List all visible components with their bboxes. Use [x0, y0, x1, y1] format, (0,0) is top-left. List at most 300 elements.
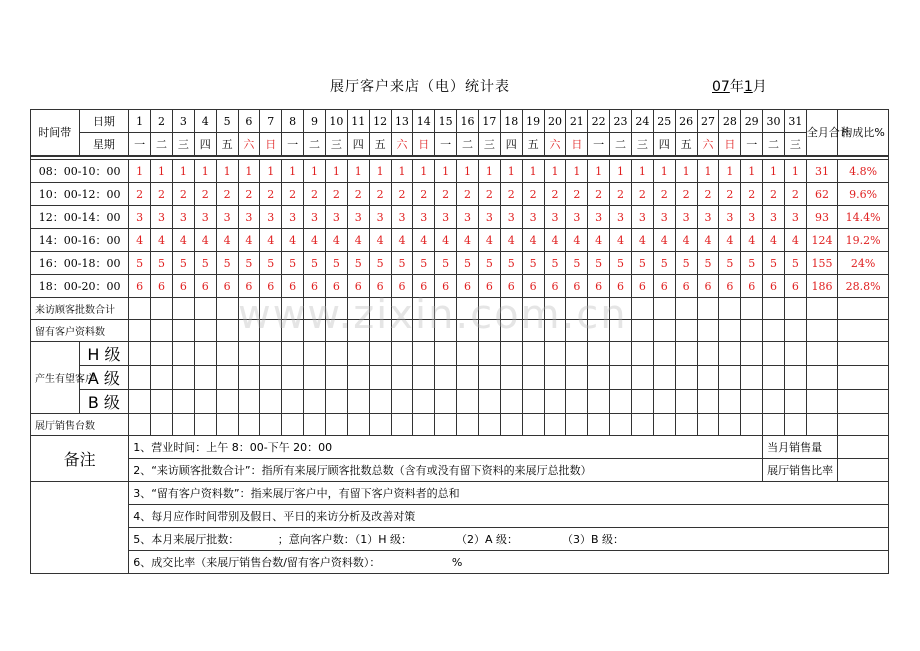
visit-count-cell: 3: [653, 206, 675, 229]
weekday: 日: [719, 133, 741, 156]
blank-cell[interactable]: [719, 342, 741, 366]
blank-cell[interactable]: [588, 414, 610, 436]
time-slot-label: 12：00-14：00: [31, 206, 129, 229]
visit-count-cell: 5: [369, 252, 391, 275]
blank-cell[interactable]: [347, 298, 369, 320]
day-number: 13: [391, 110, 413, 133]
blank-cell[interactable]: [500, 342, 522, 366]
blank-cell[interactable]: [325, 366, 347, 390]
visit-count-cell: 3: [151, 206, 173, 229]
blank-cell[interactable]: [435, 298, 457, 320]
blank-cell[interactable]: [391, 414, 413, 436]
visit-count-cell: 6: [763, 275, 785, 298]
blank-ratio-cell[interactable]: [838, 342, 889, 366]
blank-cell[interactable]: [719, 298, 741, 320]
blank-cell[interactable]: [435, 342, 457, 366]
blank-total-cell[interactable]: [806, 390, 837, 414]
blank-cell[interactable]: [347, 320, 369, 342]
blank-ratio-cell[interactable]: [838, 390, 889, 414]
blank-cell[interactable]: [763, 366, 785, 390]
visit-count-cell: 6: [435, 275, 457, 298]
weekday: 三: [784, 133, 806, 156]
blank-cell[interactable]: [478, 414, 500, 436]
blank-cell[interactable]: [653, 320, 675, 342]
blank-cell[interactable]: [544, 298, 566, 320]
blank-cell[interactable]: [369, 342, 391, 366]
blank-cell[interactable]: [413, 320, 435, 342]
blank-cell[interactable]: [151, 342, 173, 366]
blank-cell[interactable]: [325, 390, 347, 414]
blank-cell[interactable]: [588, 320, 610, 342]
visit-count-cell: 6: [784, 275, 806, 298]
blank-cell[interactable]: [522, 342, 544, 366]
visit-count-cell: 2: [588, 183, 610, 206]
blank-cell[interactable]: [741, 298, 763, 320]
blank-cell[interactable]: [238, 320, 260, 342]
visit-count-cell: 6: [741, 275, 763, 298]
blank-cell[interactable]: [610, 298, 632, 320]
visit-count-cell: 4: [631, 229, 653, 252]
blank-cell[interactable]: [151, 320, 173, 342]
blank-cell[interactable]: [741, 390, 763, 414]
visit-count-cell: 2: [500, 183, 522, 206]
blank-cell[interactable]: [238, 298, 260, 320]
slot-ratio: 24%: [838, 252, 889, 275]
blank-cell[interactable]: [282, 320, 304, 342]
blank-cell[interactable]: [675, 414, 697, 436]
visit-count-cell: 4: [369, 229, 391, 252]
blank-cell[interactable]: [697, 414, 719, 436]
visit-count-cell: 3: [741, 206, 763, 229]
blank-cell[interactable]: [457, 366, 479, 390]
blank-cell[interactable]: [653, 390, 675, 414]
blank-cell[interactable]: [478, 342, 500, 366]
blank-cell[interactable]: [238, 414, 260, 436]
blank-cell[interactable]: [522, 320, 544, 342]
sales-ratio-value[interactable]: [838, 459, 889, 482]
visit-count-cell: 5: [325, 252, 347, 275]
blank-cell[interactable]: [216, 298, 238, 320]
blank-cell[interactable]: [697, 366, 719, 390]
blank-cell[interactable]: [763, 342, 785, 366]
blank-ratio-cell[interactable]: [838, 298, 889, 320]
blank-cell[interactable]: [675, 320, 697, 342]
blank-cell[interactable]: [675, 390, 697, 414]
visit-count-cell: 6: [172, 275, 194, 298]
blank-cell[interactable]: [631, 414, 653, 436]
blank-cell[interactable]: [653, 366, 675, 390]
blank-cell[interactable]: [544, 366, 566, 390]
blank-cell[interactable]: [653, 342, 675, 366]
slot-month-total: 124: [806, 229, 837, 252]
blank-cell[interactable]: [457, 390, 479, 414]
blank-cell[interactable]: [194, 320, 216, 342]
blank-cell[interactable]: [588, 390, 610, 414]
blank-cell[interactable]: [741, 366, 763, 390]
blank-cell[interactable]: [566, 298, 588, 320]
blank-cell[interactable]: [457, 320, 479, 342]
watermark: www.zixin.com.cn: [238, 292, 628, 338]
blank-cell[interactable]: [369, 414, 391, 436]
blank-cell[interactable]: [194, 298, 216, 320]
blank-cell[interactable]: [457, 298, 479, 320]
blank-cell[interactable]: [697, 298, 719, 320]
remark-row: [31, 551, 889, 574]
day-number: 19: [522, 110, 544, 133]
blank-cell[interactable]: [631, 390, 653, 414]
blank-cell[interactable]: [391, 342, 413, 366]
blank-cell[interactable]: [413, 366, 435, 390]
visit-count-cell: 4: [610, 229, 632, 252]
blank-cell[interactable]: [129, 342, 151, 366]
blank-cell[interactable]: [610, 390, 632, 414]
blank-cell[interactable]: [784, 414, 806, 436]
visit-count-cell: 3: [610, 206, 632, 229]
visit-count-cell: 6: [304, 275, 326, 298]
blank-cell[interactable]: [304, 320, 326, 342]
sales-ratio-label: 展厅销售比率: [763, 459, 838, 482]
time-slot-row: [31, 275, 889, 298]
weekday: 一: [741, 133, 763, 156]
blank-cell[interactable]: [784, 366, 806, 390]
weekday-label: 星期: [79, 133, 129, 156]
blank-cell[interactable]: [741, 320, 763, 342]
statistics-sheet: [30, 109, 889, 574]
blank-cell[interactable]: [216, 366, 238, 390]
day-number: 8: [282, 110, 304, 133]
blank-cell[interactable]: [522, 414, 544, 436]
visit-count-cell: 4: [500, 229, 522, 252]
level-a-label: A 级: [79, 366, 129, 390]
visit-count-cell: 6: [697, 275, 719, 298]
slot-month-total: 31: [806, 160, 837, 183]
blank-cell[interactable]: [369, 366, 391, 390]
blank-cell[interactable]: [566, 390, 588, 414]
blank-ratio-cell[interactable]: [838, 320, 889, 342]
blank-cell[interactable]: [260, 320, 282, 342]
blank-cell[interactable]: [675, 366, 697, 390]
blank-cell[interactable]: [304, 366, 326, 390]
blank-cell[interactable]: [631, 342, 653, 366]
visit-count-cell: 3: [347, 206, 369, 229]
remark-row: [31, 505, 889, 528]
visit-count-cell: 2: [391, 183, 413, 206]
blank-cell[interactable]: [610, 366, 632, 390]
sales-label: 展厅销售台数: [31, 414, 129, 436]
visit-count-cell: 3: [784, 206, 806, 229]
blank-cell[interactable]: [610, 414, 632, 436]
remark-5: 5、本月来展厅批数： ；意向客户数：（1）H 级： （2）A 级： （3）B 级：: [129, 528, 889, 551]
weekday: 三: [325, 133, 347, 156]
visit-count-cell: 1: [719, 160, 741, 183]
visit-count-cell: 1: [172, 160, 194, 183]
visit-count-cell: 1: [741, 160, 763, 183]
blank-cell[interactable]: [369, 390, 391, 414]
visit-count-cell: 6: [500, 275, 522, 298]
blank-cell[interactable]: [151, 366, 173, 390]
blank-cell[interactable]: [784, 320, 806, 342]
blank-cell[interactable]: [172, 414, 194, 436]
weekday: 六: [391, 133, 413, 156]
blank-total-cell[interactable]: [806, 366, 837, 390]
visit-count-cell: 4: [391, 229, 413, 252]
visit-count-cell: 2: [435, 183, 457, 206]
blank-cell[interactable]: [347, 366, 369, 390]
blank-cell[interactable]: [719, 366, 741, 390]
weekday: 一: [129, 133, 151, 156]
day-number: 17: [478, 110, 500, 133]
blank-cell[interactable]: [653, 414, 675, 436]
report-period: [712, 76, 767, 96]
blank-cell[interactable]: [172, 390, 194, 414]
visit-count-cell: 5: [151, 252, 173, 275]
level-b-label: B 级: [79, 390, 129, 414]
blank-cell[interactable]: [566, 414, 588, 436]
blank-cell[interactable]: [719, 390, 741, 414]
weekday: 五: [675, 133, 697, 156]
blank-cell[interactable]: [500, 366, 522, 390]
blank-cell[interactable]: [697, 390, 719, 414]
slot-month-total: 93: [806, 206, 837, 229]
blank-cell[interactable]: [435, 390, 457, 414]
blank-cell[interactable]: [260, 390, 282, 414]
blank-cell[interactable]: [544, 390, 566, 414]
blank-cell[interactable]: [522, 298, 544, 320]
visit-count-cell: 4: [216, 229, 238, 252]
blank-cell[interactable]: [697, 342, 719, 366]
blank-cell[interactable]: [544, 414, 566, 436]
blank-cell[interactable]: [129, 298, 151, 320]
blank-cell[interactable]: [172, 342, 194, 366]
blank-cell[interactable]: [172, 366, 194, 390]
visit-count-cell: 2: [369, 183, 391, 206]
blank-cell[interactable]: [522, 390, 544, 414]
weekday: 四: [194, 133, 216, 156]
blank-cell[interactable]: [500, 320, 522, 342]
blank-cell[interactable]: [282, 414, 304, 436]
blank-cell[interactable]: [566, 366, 588, 390]
blank-cell[interactable]: [697, 320, 719, 342]
blank-ratio-cell[interactable]: [838, 366, 889, 390]
visit-count-cell: 6: [478, 275, 500, 298]
blank-cell[interactable]: [741, 342, 763, 366]
blank-cell[interactable]: [194, 342, 216, 366]
blank-cell[interactable]: [763, 414, 785, 436]
blank-cell[interactable]: [500, 390, 522, 414]
blank-cell[interactable]: [129, 390, 151, 414]
blank-cell[interactable]: [566, 320, 588, 342]
visit-count-cell: 4: [172, 229, 194, 252]
blank-cell[interactable]: [325, 298, 347, 320]
blank-cell[interactable]: [369, 320, 391, 342]
visit-count-cell: 3: [413, 206, 435, 229]
blank-cell[interactable]: [238, 366, 260, 390]
blank-cell[interactable]: [238, 390, 260, 414]
blank-cell[interactable]: [151, 414, 173, 436]
blank-cell[interactable]: [194, 366, 216, 390]
blank-cell[interactable]: [610, 342, 632, 366]
blank-cell[interactable]: [216, 414, 238, 436]
blank-cell[interactable]: [304, 342, 326, 366]
slot-ratio: 28.8%: [838, 275, 889, 298]
blank-cell[interactable]: [151, 298, 173, 320]
blank-cell[interactable]: [675, 342, 697, 366]
blank-cell[interactable]: [260, 342, 282, 366]
visit-count-cell: 5: [413, 252, 435, 275]
blank-cell[interactable]: [719, 414, 741, 436]
blank-cell[interactable]: [238, 342, 260, 366]
visit-count-cell: 6: [675, 275, 697, 298]
blank-cell[interactable]: [478, 366, 500, 390]
visit-count-cell: 1: [566, 160, 588, 183]
time-slot-label: 14：00-16：00: [31, 229, 129, 252]
visit-count-cell: 6: [151, 275, 173, 298]
blank-cell[interactable]: [260, 414, 282, 436]
weekday: 日: [413, 133, 435, 156]
blank-cell[interactable]: [282, 342, 304, 366]
weekday: 一: [588, 133, 610, 156]
blank-cell[interactable]: [631, 366, 653, 390]
visit-count-cell: 6: [282, 275, 304, 298]
blank-cell[interactable]: [391, 390, 413, 414]
header-row-weekday: [31, 133, 889, 156]
blank-cell[interactable]: [588, 366, 610, 390]
visit-count-cell: 6: [566, 275, 588, 298]
blank-cell[interactable]: [260, 298, 282, 320]
visit-count-cell: 1: [282, 160, 304, 183]
visit-count-cell: 1: [413, 160, 435, 183]
time-slot-row: [31, 160, 889, 183]
blank-cell[interactable]: [325, 342, 347, 366]
weekday: 三: [478, 133, 500, 156]
blank-cell[interactable]: [763, 298, 785, 320]
blank-cell[interactable]: [478, 390, 500, 414]
blank-cell[interactable]: [347, 342, 369, 366]
weekday: 四: [500, 133, 522, 156]
blank-cell[interactable]: [435, 414, 457, 436]
blank-cell[interactable]: [194, 414, 216, 436]
blank-total-cell[interactable]: [806, 298, 837, 320]
visit-count-cell: 6: [391, 275, 413, 298]
blank-cell[interactable]: [631, 298, 653, 320]
blank-cell[interactable]: [129, 366, 151, 390]
day-number: 2: [151, 110, 173, 133]
blank-cell[interactable]: [653, 298, 675, 320]
blank-cell[interactable]: [500, 298, 522, 320]
blank-cell[interactable]: [588, 298, 610, 320]
visit-count-cell: 4: [435, 229, 457, 252]
blank-cell[interactable]: [413, 342, 435, 366]
blank-cell[interactable]: [435, 366, 457, 390]
blank-cell[interactable]: [216, 390, 238, 414]
blank-cell[interactable]: [522, 366, 544, 390]
blank-total-cell[interactable]: [806, 414, 837, 436]
blank-cell[interactable]: [457, 342, 479, 366]
blank-cell[interactable]: [763, 320, 785, 342]
blank-cell[interactable]: [610, 320, 632, 342]
blank-cell[interactable]: [500, 414, 522, 436]
blank-cell[interactable]: [172, 320, 194, 342]
visit-count-cell: 2: [522, 183, 544, 206]
visit-count-cell: 3: [763, 206, 785, 229]
blank-cell[interactable]: [588, 342, 610, 366]
blank-cell[interactable]: [544, 320, 566, 342]
visit-count-cell: 3: [478, 206, 500, 229]
blank-cell[interactable]: [151, 390, 173, 414]
blank-cell[interactable]: [763, 390, 785, 414]
monthly-sales-value[interactable]: [838, 436, 889, 459]
weekday: 二: [763, 133, 785, 156]
blank-cell[interactable]: [304, 414, 326, 436]
blank-cell[interactable]: [260, 366, 282, 390]
blank-cell[interactable]: [413, 298, 435, 320]
blank-cell[interactable]: [325, 320, 347, 342]
blank-cell[interactable]: [391, 366, 413, 390]
blank-cell[interactable]: [566, 342, 588, 366]
blank-cell[interactable]: [719, 320, 741, 342]
visit-count-cell: 3: [304, 206, 326, 229]
visit-count-cell: 2: [544, 183, 566, 206]
blank-cell[interactable]: [457, 414, 479, 436]
blank-cell[interactable]: [304, 390, 326, 414]
blank-cell[interactable]: [544, 342, 566, 366]
blank-cell[interactable]: [129, 320, 151, 342]
blank-cell[interactable]: [631, 320, 653, 342]
blank-cell[interactable]: [304, 298, 326, 320]
blank-cell[interactable]: [347, 390, 369, 414]
visit-count-cell: 3: [631, 206, 653, 229]
blank-total-cell[interactable]: [806, 342, 837, 366]
blank-cell[interactable]: [784, 390, 806, 414]
blank-cell[interactable]: [282, 390, 304, 414]
blank-cell[interactable]: [413, 390, 435, 414]
visit-count-cell: 2: [260, 183, 282, 206]
visit-count-cell: 5: [129, 252, 151, 275]
blank-cell[interactable]: [129, 414, 151, 436]
blank-cell[interactable]: [282, 366, 304, 390]
blank-cell[interactable]: [194, 390, 216, 414]
day-number: 18: [500, 110, 522, 133]
visit-count-cell: 2: [763, 183, 785, 206]
blank-cell[interactable]: [784, 342, 806, 366]
blank-cell[interactable]: [478, 298, 500, 320]
visit-count-cell: 5: [697, 252, 719, 275]
blank-cell[interactable]: [413, 414, 435, 436]
blank-cell[interactable]: [282, 298, 304, 320]
blank-cell[interactable]: [216, 320, 238, 342]
visit-count-cell: 5: [675, 252, 697, 275]
blank-total-cell[interactable]: [806, 320, 837, 342]
blank-cell[interactable]: [784, 298, 806, 320]
weekday: 五: [216, 133, 238, 156]
blank-cell[interactable]: [347, 414, 369, 436]
blank-cell[interactable]: [369, 298, 391, 320]
blank-cell[interactable]: [216, 342, 238, 366]
blank-cell[interactable]: [741, 414, 763, 436]
visit-count-cell: 2: [347, 183, 369, 206]
slot-month-total: 62: [806, 183, 837, 206]
blank-cell[interactable]: [391, 298, 413, 320]
blank-cell[interactable]: [391, 320, 413, 342]
blank-cell[interactable]: [435, 320, 457, 342]
blank-cell[interactable]: [172, 298, 194, 320]
blank-cell[interactable]: [325, 414, 347, 436]
day-number: 3: [172, 110, 194, 133]
visit-count-cell: 4: [522, 229, 544, 252]
blank-ratio-cell[interactable]: [838, 414, 889, 436]
blank-cell[interactable]: [478, 320, 500, 342]
blank-cell[interactable]: [675, 298, 697, 320]
